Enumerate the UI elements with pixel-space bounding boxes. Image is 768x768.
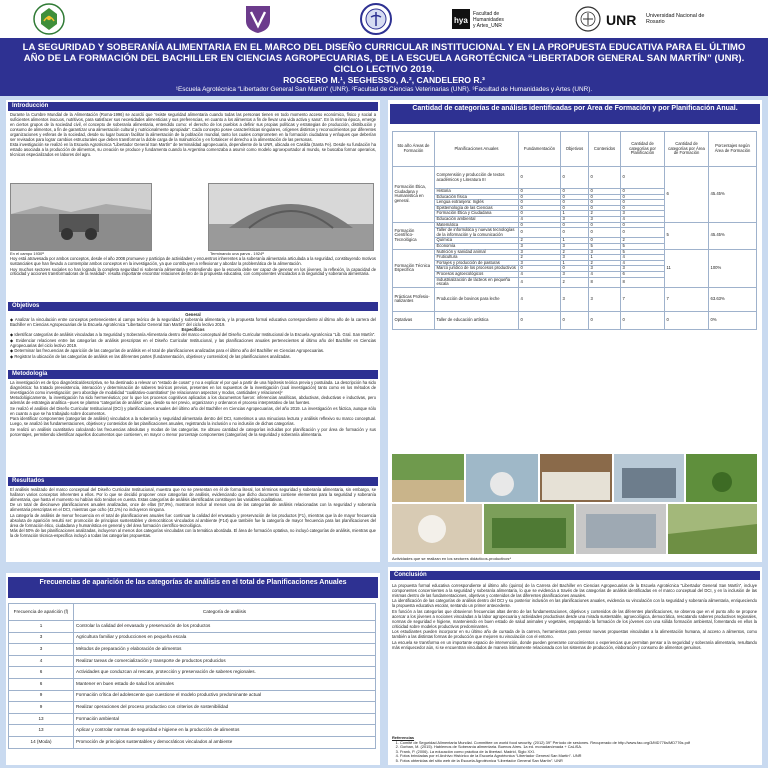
reference-item: 5. Fotos obtenidas del sitio web de la Escuela Agrotécnica “Libertador General San Martín”. UNR bbox=[400, 759, 757, 764]
photo-caption-1: En el campo 1930ª bbox=[10, 251, 44, 256]
table-row: 4 Realizar tareas de comercialización y transporte de productos producidos bbox=[9, 655, 376, 667]
methodology-paragraph-5: Se realizó un análisis cuantitativo calculando las frecuencias absolutas y modas de las categorías. Se obtuvo cantidad de categorías incluidas por planificación y por área de formación y sus porcentajes, permitiendo identificar aquellos documentos que contienen, en mayor o menor porcentaje componentes (categorías) de la seguridad y soberanía alimentaria. bbox=[10, 426, 376, 437]
category-table bbox=[392, 131, 757, 330]
poster-title-block bbox=[20, 42, 748, 94]
table-row: Formación Científico-Tecnológica Matemática 0 0 0 0 5 45.45% bbox=[393, 222, 757, 228]
unr-subtitle: Universidad Nacional de Rosario bbox=[646, 13, 705, 26]
table-row: Economía 3 3 5 5 bbox=[393, 243, 757, 249]
reference-item: 4. Fotos brindadas por el Archivo Histórico de la Escuela Agrotécnica “Libertador General San Martín”. UNR bbox=[400, 754, 757, 759]
frequency-header-row bbox=[9, 604, 376, 621]
results-paragraph-2: De un total de diecinueve planificaciones anuales analizadas, once de ellas (57,9%), mostraron incluir al menos una de las categorías de análisis relacionadas con la seguridad y soberanía alimentaria prescriptas en el DCI, mientras que ocho (42,1%) no incluyeron ninguna. bbox=[10, 502, 376, 513]
methodology-heading: Metodología bbox=[8, 370, 378, 379]
field-photo-image bbox=[11, 184, 151, 250]
table-row: Lengua extranjera: Inglés 0 0 0 0 bbox=[393, 200, 757, 206]
table-row: 9 Formación crítica del adolescente que cuestione el modelo productivo predominante actual bbox=[9, 690, 376, 702]
table-row: Fruticultura 2 3 1 4 bbox=[393, 255, 757, 261]
unr-crest bbox=[575, 3, 601, 35]
references-list bbox=[392, 741, 757, 764]
table-row: Educación física 0 0 0 0 bbox=[393, 194, 757, 200]
results-text bbox=[10, 488, 376, 540]
table-row: 6 Mantener en buen estado de salud los animales bbox=[9, 678, 376, 690]
intro-text-bottom bbox=[10, 257, 376, 278]
affiliations: ¹Escuela Agrotécnica “Libertador General San Martín” (UNR). ²Facultad de Ciencias Veterinarias (UNR). ³Facultad de Humanidades y Artes (UNR). bbox=[175, 86, 593, 93]
objectives-specific-label: Específicos bbox=[181, 327, 205, 333]
category-table-heading: Cantidad de categorías de análisis identificadas por Área de Formación y por Planificación Anual. bbox=[390, 104, 760, 124]
table-row: Prácticas Profesio-nalizantes Producción de bovinos para leche 4 3 3 7 7 63.63% bbox=[393, 287, 757, 311]
table-row: Historia 0 0 0 0 bbox=[393, 189, 757, 195]
references bbox=[392, 736, 757, 763]
frequency-heading: Frecuencias de aparición de las categorías de análisis en el total de Planificaciones Anuales bbox=[8, 577, 378, 598]
svg-text:y Artes_UNR: y Artes_UNR bbox=[473, 23, 502, 29]
intro-paragraph-1: Durante la Cumbre Mundial de la Alimentación (Roma-1996) se acordó que “existe seguridad alimentaria cuando todas las personas tienen en todo momento acceso económico, físico y social a suficientes alimentos inocuos, nutritivos, para satisfacer sus necesidades alimenticias y sus preferencias, en cuanto a los alimentos a fin de llevar una vida activa y sana”. En la misma época, emerge en ciertos grupos de la sociedad civil, el concepto de soberanía alimentaria, entendido como: el derecho de los pueblos a definir sus propias políticas y estrategias de producción, distribución y consumo de alimentos, a fin de garantizar una alimentación cultural y nutricionalmente apropiada”. Cada concepto posee características singulares, orígenes distintos y reconocimientos por diferentes organizaciones y esferas de la sociedad, desde su lugar buscan facilitar la alimentación de la población mundial, tanto los cuales comprometen en la formación ciudadana y enfoques que deberían ser revisados para lograr cambios estructurales que deben transformar la doble carga de la malnutrición y en fortalecer el derecho a la alimentación de las personas. bbox=[10, 112, 376, 142]
veterinary-logo bbox=[360, 3, 392, 35]
table-row: Epistemología de las Ciencias 0 0 0 0 bbox=[393, 205, 757, 211]
reference-item: 1. Comité de Seguridad Alimentaria Mundial. Committee on world food security. (2012) 39° Período de sesiones. Recuperado de http://www.fao.org/3/MD776s/MD776s.pdf bbox=[400, 741, 757, 746]
table-row: 9 Realizar operaciones del proceso productivo con criterios de sostenibilidad bbox=[9, 702, 376, 714]
category-header-row: 5to año Áreas de Formación Planificaciones Anuales Fundamentación Objetivos Contenidos Cantidad de categorías por Planificación Cantidad de categorías por Área de Formación Porcentajes según Área de Formación bbox=[393, 132, 757, 167]
methodology-paragraph-3: Se realizó el análisis del Diseño Curricular Institucional (DCI) y planificaciones anuales del último año del Bachiller en Ciencias Agropecuarias, del año 2019. La investigación es fáctica, aunque sólo en cuanto a que se ha trabajado sobre documentos. bbox=[10, 405, 376, 416]
table-row: 6 Actividades que conduzcan al rescate, protección y preservación de saberes regionales. bbox=[9, 667, 376, 679]
results-paragraph-4: Más del 50% de las planificaciones analizadas, incluyeron al menos dos categorías vinculadas con la temática abordada. El área de formación optativa, no incluyó categorías de análisis, mientras que la de formación técnica-específica incluyó a todas las categorías propuestas. bbox=[10, 528, 376, 539]
historic-photo-field bbox=[10, 183, 152, 251]
humanidades-logo bbox=[452, 3, 512, 35]
results-paragraph-1: El análisis realizado del marco conceptual del Diseño Curricular Institucional, muestra que no se presentan en él de forma literal, los términos seguridad y soberanía alimentaria, sin embargo, se hallaron varios conceptos inherentes a ellos. Por lo que se decidió proponer once categorías de análisis, evidenciando que dicho documento contiene elementos para la seguridad y soberanía alimentaria, que hasta el momento no habían sido tenidos en cuenta. Estas categorías de análisis identificadas constituyen las variables cualitativas. bbox=[10, 487, 376, 502]
objectives-heading: Objetivos bbox=[8, 302, 378, 311]
table-row: 1 Controlar la calidad del envasado y preservación de los productos bbox=[9, 621, 376, 633]
objective-specific: ◆ Determinar las frecuencias de aparición de las categorías de análisis en el total de planificaciones analizadas para el último año del Bachiller en Ciencias Agropecuarias. bbox=[10, 348, 325, 354]
results-paragraph-3: La categoría de análisis de menor frecuencia en el total de planificaciones anuales fue: continuar la calidad del envasado y preservación de los productos (F1), mientras que la de mayor frecuencia absoluta de aparición resultó ser: promoción de principios sustentables y democráticos vinculados al ambiente (F14) que también fue la categoría de mayor frecuencia para las planificaciones del área de formación ético, ciudadana y humanística en general y del área formación científico-tecnológica. bbox=[10, 512, 376, 528]
conclusion-paragraph-1: La propuesta formal educativa correspondiente al último año (quinto) de la Carrera del Bachiller en Ciencias Agropecuarias de la Escuela Agrotécnica “Libertador General San Martín”, incluye componentes concernientes a la seguridad y soberanía alimentaria, lo que se evidencia a través de las categorías de análisis identificadas en el marco conceptual del DCI, y en la inclusión de las mismas dentro de las fundamentaciones, objetivos y contenidos de las diferentes planificaciones anuales. bbox=[392, 583, 757, 598]
table-row: 13 Aplicar y controlar normas de seguridad e higiene en la producción de alimentos bbox=[9, 725, 376, 737]
table-row: Formación Ética, Ciudadana y Humanística en general. Comprensión y producción de textos académicos y Literatura III 0 0 0 0 6 45.45% bbox=[393, 167, 757, 189]
table-row: 13 Formación ambiental bbox=[9, 713, 376, 725]
humanidades-mark-icon bbox=[452, 3, 512, 35]
objective-general: ◆ Analizar la vinculación entre conceptos pertenecientes al campo teórico de la seguridad y soberanía alimentaria, y la propuesta formal educativa correspondiente al último año de la carrera del Bachiller en Ciencias Agropecuarias de la Escuela Agrotécnica “Libertador General San Martín” del ciclo lectivo 2019. bbox=[10, 316, 376, 327]
objective-specific: ◆ Identificar categorías de análisis vinculadas a la Seguridad y Soberanía Alimentaria dentro del marco conceptual del Diseño Curricular Institucional de la Escuela Agrotécnica “Lib. Gral. San Martín”. bbox=[10, 332, 376, 338]
table-row: Marco jurídico de los procesos productivos 0 0 3 3 bbox=[393, 266, 757, 272]
frequency-col-header: Frecuencia de aparición (f) bbox=[9, 604, 74, 621]
conclusion-text bbox=[392, 584, 757, 651]
parva-photo-image bbox=[209, 184, 373, 250]
table-row: Formación Ética y Ciudadana 0 1 2 3 bbox=[393, 211, 757, 217]
objective-specific: ◆ Evidenciar relaciones entre las categorías de análisis prescriptas en el Diseño Curricular Institucional, y las planificaciones anuales pertenecientes al último año del Bachiller en Ciencias Agropecuarias del ciclo lectivo 2019. bbox=[10, 337, 376, 348]
intro-text-top bbox=[10, 113, 376, 159]
authors: ROGGERO M.¹, SEGHESSO, A.², CANDELERO R.³ bbox=[283, 75, 485, 85]
school-crest-icon bbox=[33, 3, 65, 35]
table-row: Industrialización de lácteos en pequeña escala 4 2 8 8 bbox=[393, 277, 757, 287]
table-row: Forrajes y producción de pasturas 3 1 2 4 bbox=[393, 260, 757, 266]
methodology-paragraph-1: La investigación es de tipo diagnóstica/descriptiva, se ha destinado a relevar un “estado de cosas” y no a explicar el por qué a partir de una hipótesis teórica previa y postulada. La descripción ha sido diagnóstica: ha tratado preexistencia, interacción y determinación de saberes teóricos previos, presentes en los supuestos de la investigación (cual investigación) tanto como en los métodos de investigación como investigación: pero abordaje de modalidad “cualitativo-cuantitativa” (se relacionaron aspectos y modos, cantidades y relaciones)² bbox=[10, 380, 376, 395]
historic-photo-parva bbox=[208, 183, 374, 251]
references-heading: Referencias bbox=[392, 735, 415, 740]
unr-logo bbox=[604, 3, 714, 35]
school-logo bbox=[33, 3, 65, 35]
svg-text:Humanidades: Humanidades bbox=[473, 17, 504, 23]
unr-crest-icon bbox=[575, 3, 601, 35]
conclusion-paragraph-5: La escuela se transforma en un importante espacio de intervención, donde pueden generarse conocimientos o experiencias que permitan pensar a la seguridad y soberanía alimentaria, resultando más enriquecedor aún, si se encuentran vinculados de manera íntimamente relacionada con los sistemas de producción, elaboración y consumo de alimentos genuinos. bbox=[392, 639, 757, 650]
intro-paragraph-2: Esta investigación se realizó en la Escuela Agrotécnica “Libertador General San Martín” de terminalidad agropecuaria, dependiente de la UNR, ubicada en Casilda (Santa Fe). Desde su fundación ha estado asociada a la producción de alimentos, su creación se produce y fundamenta cuando la Argentina comenzaba a asumir como modelo agroexportador al mundo, se buscaba formar operarios, técnicos especializados en labores del agro. bbox=[10, 142, 376, 158]
table-row: Optativas Taller de educación artística 0 0 0 0 0 0% bbox=[393, 311, 757, 329]
methodology-paragraph-2: Metodológicamente, la investigación ha sido hermenéutica; por lo que los procesos cognitivos aplicados a los documentos fueron: inferencias analíticas, abductivas, deductivas e inductivas, pero además de estrategia analítica –pues se plantea “categorías de análisis” que, desde su ser previo, organizaron y ordenaron el proceso interpretativo de las fuentes. bbox=[10, 395, 376, 406]
svg-text:Facultad de: Facultad de bbox=[473, 11, 500, 17]
activity-photos-image bbox=[392, 454, 757, 554]
emblem-logo bbox=[243, 3, 273, 35]
conclusion-heading: Conclusión bbox=[390, 571, 760, 580]
svg-text:hya: hya bbox=[454, 16, 468, 25]
intro-heading: Introducción bbox=[8, 102, 378, 111]
table-row: Educación ambiental 4 3 3 4 bbox=[393, 216, 757, 222]
reference-item: 2. Gorban, M. (2015). Hablemos de Soberanía alimentaria. Buenos Aires. 1a ed. monadanómada + CaLiSA. bbox=[400, 745, 757, 750]
objective-specific: ◆ Registrar la ubicación de las categorías de análisis en las diferentes partes (fundamentación, objetivos y contenidos) de las planificaciones analizadas. bbox=[10, 354, 291, 359]
intro-paragraph-3: Hoy está atravesada por ambos conceptos, desde el año 2008 promueve y participa de actividades y encuentros inherentes a la soberanía alimentaria articulada a la seguridad, constituyendo motivos sustanciales que han llevado a contemplar ambos conceptos en la investigación, ya que contribuyen a reflexionar y abordar la problemática de la alimentación. bbox=[10, 256, 376, 266]
objectives-general-label: General bbox=[185, 312, 201, 317]
reference-item: 3. Frank, P. (2006). La educación como práctica de la libertad. Madrid, Siglo XXI. bbox=[400, 750, 757, 755]
table-row: 3 Agricultura familiar y producciones en pequeña escala bbox=[9, 632, 376, 644]
frequency-table bbox=[8, 603, 376, 749]
conclusion-paragraph-4: Los estudiantes pueden incorporar en su último año de cursada de la carrera, herramientas para pensar nuevas propuestas vinculadas a la alimentación humana, al acceso a alimentos, como también a las distintas formas de producción que mejoren su vinculación con el entorno. bbox=[392, 629, 757, 640]
photo-caption-2: Terminando una parva - 1924ª bbox=[210, 251, 264, 256]
intro-paragraph-4: Hoy muchos sectores sociales no han logrado la completa seguridad ni soberanía alimentaria y entendiendo que la escuela debe ser capaz de generar en los jóvenes, la reflexión, la capacidad de criticidad y acciones transformadoras de la realidad¹. resulta importante encontrar relaciones dentro de la propuesta educativa, con componentes vinculados a la seguridad y soberanía alimentaria. bbox=[10, 266, 376, 277]
table-row: 3 Métodos de preparación y elaboración de alimentos bbox=[9, 644, 376, 656]
objectives-text bbox=[10, 313, 376, 361]
conclusion-paragraph-2: La identificación de las categorías de análisis dentro del DCI y su posterior inclusión en las planificaciones anuales, evidencia su vinculación con la seguridad y soberanía alimentaria, enriqueciendo la propuesta educativa escolar, sentando un primer antecedente. bbox=[392, 598, 757, 609]
category-col-header: Categoría de análisis bbox=[74, 604, 376, 621]
conclusion-paragraph-3: En función a las categorías que obtuvieron frecuencias altas dentro de las fundamentaciones, objetivos y contenidos de las diferentes planificaciones, se observa que en el punto año se propone acercar a los jóvenes a nociones vinculadas a la labor agropecuaria y actividades productivas desde una mirada sustentable, agroecológica, democrática, rescatando saberes productivos regionales, normas de seguridad e higiene, manteniendo en buen estado de salud animales y vegetales, empapando la formación de los jóvenes con una sólida formación ambiental, fomentando en ellos la criticidad sobre modelos productivos predominantes. bbox=[392, 608, 757, 629]
photo-collage-caption: Actividades que se realizan en los sectores didácticos-productivos⁴ bbox=[392, 556, 512, 561]
header-bar bbox=[0, 0, 768, 38]
photo-collage bbox=[392, 454, 757, 554]
unr-name: UNR bbox=[606, 12, 637, 28]
methodology-text bbox=[10, 381, 376, 438]
results-heading: Resultados bbox=[8, 477, 378, 486]
table-row: 14 (Moda) Promoción de principios sustentables y democráticos vinculados al ambiente bbox=[9, 736, 376, 748]
veterinary-seal-icon bbox=[360, 3, 392, 35]
emblem-icon bbox=[243, 3, 273, 35]
poster-title: LA SEGURIDAD Y SOBERANÍA ALIMENTARIA EN EL MARCO DEL DISEÑO CURRICULAR INSTITUCIONAL Y EN LA PROPUESTA EDUCATIVA PARA EL ÚLTIMO AÑO DE LA FORMACIÓN DEL BACHILLER EN CIENCIAS AGROPECUARIAS, DE LA ESCUELA AGROTÉCNICA “LIBERTADOR GENERAL SAN MARTÍN” (UNR). CICLO LECTIVO 2019. bbox=[22, 42, 746, 75]
methodology-paragraph-4: Para identificar componentes (categorías de análisis) vinculados a la soberanía y seguridad alimentaria dentro del DCI, sometimos a una minuciosa lectura y análisis reflexivo su marco conceptual. Luego, se analizó las fundamentaciones, objetivos y contenidos de las planificaciones anuales, registrando la inclusión o no inclusión de dichas categorías. bbox=[10, 416, 376, 427]
table-row: Formación Técnica Específica Nutrición y sanidad animal 3 2 3 5 11 100% bbox=[393, 249, 757, 255]
table-row: Procesos agroecológicos 4 3 4 6 bbox=[393, 271, 757, 277]
table-row: Química 2 1 0 2 bbox=[393, 238, 757, 244]
table-row: Taller de informática y nuevas tecnologías de la información y la comunicación 0 0 0 0 bbox=[393, 228, 757, 238]
